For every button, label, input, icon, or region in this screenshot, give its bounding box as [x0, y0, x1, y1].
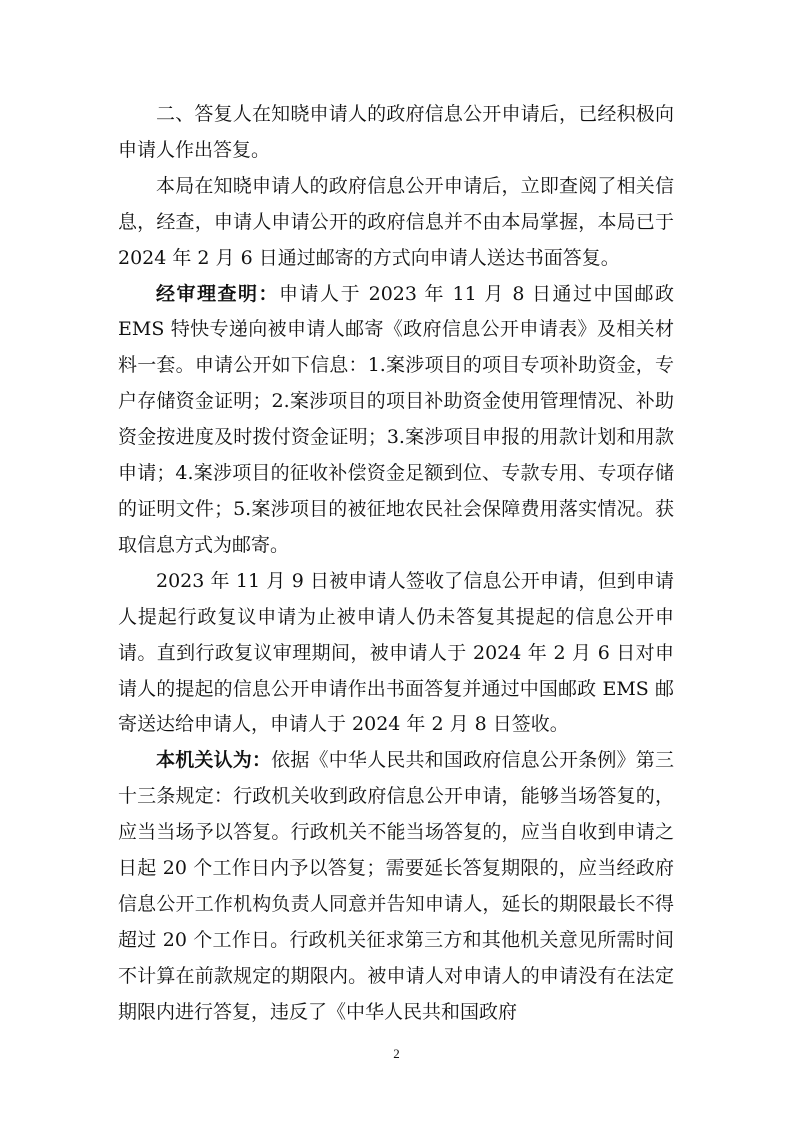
paragraph-text: 申请人于 2023 年 11 月 8 日通过中国邮政 EMS 特快专递向被申请人邮寄《政府信息公开申请表》及相关材料一套。申请公开如下信息：1.案涉项目的项目专项补助资金，专户存储资金证明；2.案涉项目的项目补助资金使用管理情况、补助资金按进度及时拨付资金证明；3.案涉项目申报的用款计划和用款申请；4.案涉项目的征收补偿资金足额到位、专款专用、专项存储的证明文件；5.案涉项目的被征地农民社会保障费用落实情况。获取信息方式为邮寄。	[118, 282, 674, 556]
paragraph-text: 2023 年 11 月 9 日被申请人签收了信息公开申请，但到申请人提起行政复议申请为止被申请人仍未答复其提起的信息公开申请。直到行政复议审理期间，被申请人于 2024 年 2 月 6 日对申请人的提起的信息公开申请作出书面答复并通过中国邮政 EMS 邮寄送达给申请人，申请人于 2024 年 2 月 8 日签收。	[118, 569, 674, 736]
paragraph-lead: 经审理查明：	[156, 282, 280, 305]
paragraph-text: 二、答复人在知晓申请人的政府信息公开申请后，已经积极向申请人作出答复。	[118, 103, 674, 161]
paragraph-text: 本局在知晓申请人的政府信息公开申请后，立即查阅了相关信息，经查，申请人申请公开的政府信息并不由本局掌握，本局已于 2024 年 2 月 6 日通过邮寄的方式向申请人送达书面答复。	[118, 174, 674, 269]
paragraph	[118, 169, 674, 277]
paragraph	[118, 277, 674, 564]
paragraph	[118, 743, 674, 1030]
document-body	[118, 97, 674, 1031]
paragraph	[118, 97, 674, 169]
paragraph-text: 依据《中华人民共和国政府信息公开条例》第三十三条规定：行政机关收到政府信息公开申请，能够当场答复的，应当当场予以答复。行政机关不能当场答复的，应当自收到申请之日起 20 个工作日内予以答复；需要延长答复期限的，应当经政府信息公开工作机构负责人同意并告知申请人，延长的期限最长不得超过 20 个工作日。行政机关征求第三方和其他机关意见所需时间不计算在前款规定的期限内。被申请人对申请人的申请没有在法定期限内进行答复，违反了《中华人民共和国政府	[118, 749, 674, 1023]
paragraph-lead: 本机关认为：	[156, 749, 272, 772]
paragraph	[118, 564, 674, 744]
page-number: 2	[393, 1046, 400, 1061]
